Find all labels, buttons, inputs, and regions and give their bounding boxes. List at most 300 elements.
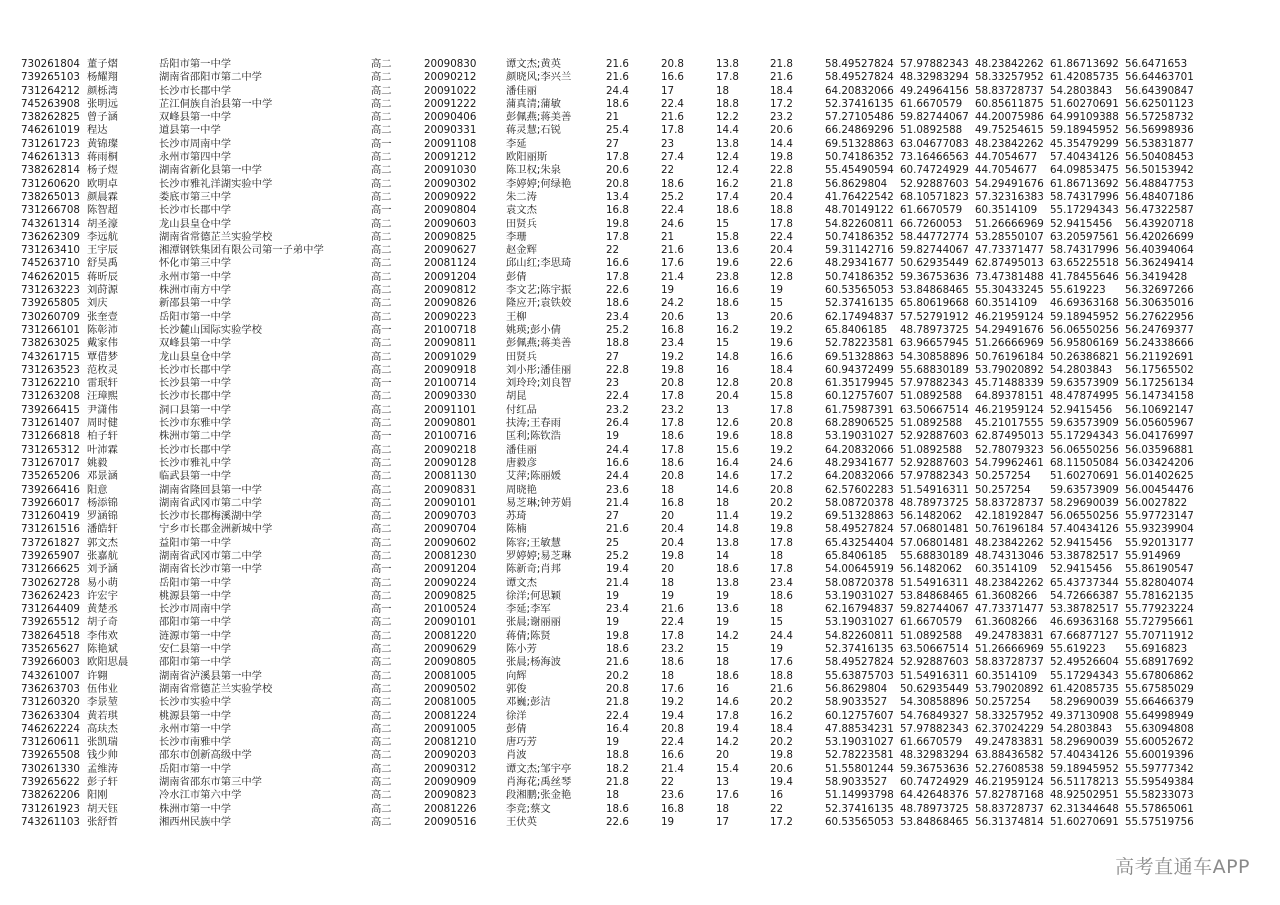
- total-score-cell: 56.62501123: [1125, 97, 1194, 110]
- score-2-cell: 22: [661, 776, 675, 789]
- score-4-cell: 14.4: [770, 137, 793, 150]
- std-score-3-cell: 44.7054677: [975, 164, 1038, 177]
- score-3-cell: 13: [716, 403, 730, 416]
- std-score-4-cell: 45.35479299: [1050, 137, 1119, 150]
- score-3-cell: 15: [716, 643, 730, 656]
- score-4-cell: 18.4: [770, 84, 793, 97]
- grade-cell: 高一: [371, 377, 392, 390]
- grade-cell: 高二: [371, 549, 392, 562]
- exam-id-cell: 736263304: [21, 709, 80, 722]
- table-row: [21, 71, 1200, 84]
- score-1-cell: 19: [606, 430, 620, 443]
- score-4-cell: 21.6: [770, 682, 793, 695]
- exam-id-cell: 731261723: [21, 137, 80, 150]
- total-score-cell: 56.56998936: [1125, 124, 1194, 137]
- school-cell: 湖南省泸溪县第一中学: [159, 669, 262, 682]
- std-score-2-cell: 48.32983294: [900, 71, 969, 84]
- teacher-cell: 唐毅彦: [506, 456, 537, 469]
- std-score-4-cell: 52.9415456: [1050, 563, 1113, 576]
- std-score-3-cell: 46.21959124: [975, 776, 1044, 789]
- total-score-cell: 56.50408453: [1125, 151, 1194, 164]
- std-score-2-cell: 48.32983294: [900, 749, 969, 762]
- birth-date-cell: 20081210: [424, 736, 477, 749]
- std-score-1-cell: 58.49527824: [825, 71, 894, 84]
- student-name-cell: 蒋昕辰: [87, 270, 118, 283]
- score-2-cell: 19: [661, 589, 675, 602]
- score-2-cell: 20: [661, 563, 675, 576]
- std-score-2-cell: 65.80619668: [900, 297, 969, 310]
- std-score-4-cell: 59.18945952: [1050, 124, 1119, 137]
- school-cell: 长沙市长郡中学: [159, 390, 232, 403]
- grade-cell: 高二: [371, 762, 392, 775]
- birth-date-cell: 20090629: [424, 643, 477, 656]
- student-name-cell: 欧明卓: [87, 177, 118, 190]
- score-1-cell: 13.4: [606, 190, 629, 203]
- std-score-3-cell: 48.74313046: [975, 549, 1044, 562]
- exam-id-cell: 731263208: [21, 390, 80, 403]
- total-score-cell: 55.59777342: [1125, 762, 1194, 775]
- grade-cell: 高二: [371, 71, 392, 84]
- exam-id-cell: 743261007: [21, 669, 80, 682]
- birth-date-cell: 20090823: [424, 789, 477, 802]
- birth-date-cell: 20090223: [424, 310, 477, 323]
- score-2-cell: 21.6: [661, 603, 684, 616]
- score-2-cell: 21.6: [661, 111, 684, 124]
- table-row: [21, 577, 1200, 590]
- score-1-cell: 18.6: [606, 97, 629, 110]
- score-3-cell: 14.8: [716, 523, 739, 536]
- student-name-cell: 蒋雨桐: [87, 151, 118, 164]
- birth-date-cell: 20100718: [424, 323, 477, 336]
- score-4-cell: 19.8: [770, 523, 793, 536]
- score-3-cell: 12.4: [716, 164, 739, 177]
- score-4-cell: 17.6: [770, 656, 793, 669]
- student-name-cell: 黄楚丞: [87, 603, 118, 616]
- birth-date-cell: 20091212: [424, 151, 477, 164]
- score-2-cell: 22: [661, 164, 675, 177]
- table-row: [21, 111, 1200, 124]
- school-cell: 安仁县第一中学: [159, 643, 232, 656]
- teacher-cell: 徐洋;何思颖: [506, 589, 561, 602]
- std-score-1-cell: 61.75987391: [825, 403, 894, 416]
- std-score-1-cell: 64.20832066: [825, 84, 894, 97]
- table-row: [21, 550, 1200, 563]
- score-3-cell: 14.4: [716, 124, 739, 137]
- std-score-3-cell: 46.21959124: [975, 403, 1044, 416]
- grade-cell: 高二: [371, 802, 392, 815]
- score-4-cell: 19.4: [770, 776, 793, 789]
- total-score-cell: 55.97723147: [1125, 510, 1194, 523]
- grade-cell: 高二: [371, 789, 392, 802]
- school-cell: 湖南省新化县第一中学: [159, 164, 262, 177]
- score-3-cell: 18.6: [716, 669, 739, 682]
- exam-id-cell: 746262015: [21, 270, 80, 283]
- score-2-cell: 21: [661, 230, 675, 243]
- score-4-cell: 20.2: [770, 496, 793, 509]
- school-cell: 永州市第一中学: [159, 270, 232, 283]
- exam-id-cell: 731266625: [21, 563, 80, 576]
- std-score-1-cell: 52.78223581: [825, 749, 894, 762]
- std-score-4-cell: 52.9415456: [1050, 217, 1113, 230]
- grade-cell: 高二: [371, 669, 392, 682]
- score-4-cell: 21.8: [770, 58, 793, 70]
- exam-id-cell: 731263223: [21, 284, 80, 297]
- score-3-cell: 18.6: [716, 297, 739, 310]
- std-score-2-cell: 53.84868465: [900, 284, 969, 297]
- teacher-cell: 李竞;蔡文: [506, 802, 551, 815]
- std-score-2-cell: 49.24964156: [900, 84, 969, 97]
- student-name-cell: 杨子煜: [87, 164, 118, 177]
- teacher-cell: 田贤兵: [506, 350, 537, 363]
- birth-date-cell: 20090406: [424, 111, 477, 124]
- grade-cell: 高二: [371, 244, 392, 257]
- teacher-cell: 李延: [506, 137, 527, 150]
- score-3-cell: 18.8: [716, 97, 739, 110]
- std-score-1-cell: 50.74186352: [825, 151, 894, 164]
- score-3-cell: 16.6: [716, 284, 739, 297]
- teacher-cell: 郭俊: [506, 682, 527, 695]
- std-score-1-cell: 52.37416135: [825, 97, 894, 110]
- std-score-2-cell: 59.82744067: [900, 603, 969, 616]
- std-score-1-cell: 61.35179945: [825, 377, 894, 390]
- teacher-cell: 李婷婷;何绿艳: [506, 177, 572, 190]
- score-2-cell: 25.2: [661, 190, 684, 203]
- std-score-2-cell: 63.96657945: [900, 337, 969, 350]
- student-name-cell: 杨耀翔: [87, 71, 118, 84]
- std-score-3-cell: 56.31374814: [975, 815, 1044, 828]
- school-cell: 双峰县第一中学: [159, 337, 232, 350]
- student-name-cell: 张凯瑞: [87, 736, 118, 749]
- std-score-4-cell: 48.47874995: [1050, 390, 1119, 403]
- std-score-4-cell: 63.20597561: [1050, 230, 1119, 243]
- student-name-cell: 曾子涵: [87, 111, 118, 124]
- score-2-cell: 20.4: [661, 523, 684, 536]
- score-2-cell: 18.6: [661, 656, 684, 669]
- score-1-cell: 17.8: [606, 270, 629, 283]
- std-score-4-cell: 63.65225518: [1050, 257, 1119, 270]
- grade-cell: 高二: [371, 177, 392, 190]
- school-cell: 湖南省常德芷兰实验学校: [159, 682, 273, 695]
- score-1-cell: 21.6: [606, 656, 629, 669]
- school-cell: 宁乡市长郡金洲新城中学: [159, 523, 273, 536]
- exam-id-cell: 745263710: [21, 257, 80, 270]
- teacher-cell: 蒲真清;蒲敏: [506, 97, 561, 110]
- birth-date-cell: 20091204: [424, 270, 477, 283]
- std-score-1-cell: 58.9033527: [825, 776, 888, 789]
- student-name-cell: 胡天钰: [87, 802, 118, 815]
- table-row: [21, 151, 1200, 164]
- student-name-cell: 张嘉航: [87, 549, 118, 562]
- std-score-2-cell: 48.78973725: [900, 496, 969, 509]
- table-row: [21, 457, 1200, 470]
- std-score-3-cell: 58.33257952: [975, 709, 1044, 722]
- std-score-2-cell: 73.16466563: [900, 151, 969, 164]
- grade-cell: 高二: [371, 363, 392, 376]
- std-score-4-cell: 49.37130908: [1050, 709, 1119, 722]
- std-score-3-cell: 46.21959124: [975, 310, 1044, 323]
- exam-id-cell: 731264409: [21, 603, 80, 616]
- school-cell: 湖南省隆回县第一中学: [159, 483, 262, 496]
- grade-cell: 高一: [371, 430, 392, 443]
- grade-cell: 高二: [371, 776, 392, 789]
- birth-date-cell: 20081226: [424, 802, 477, 815]
- grade-cell: 高二: [371, 111, 392, 124]
- std-score-4-cell: 53.38782517: [1050, 603, 1119, 616]
- student-name-cell: 罗涵锦: [87, 510, 118, 523]
- table-row: [21, 470, 1200, 483]
- score-2-cell: 17.6: [661, 257, 684, 270]
- table-row: [21, 377, 1200, 390]
- score-1-cell: 24.4: [606, 470, 629, 483]
- std-score-1-cell: 60.94372499: [825, 363, 894, 376]
- score-3-cell: 14.6: [716, 696, 739, 709]
- score-4-cell: 16: [770, 789, 784, 802]
- std-score-3-cell: 49.75254615: [975, 124, 1044, 137]
- table-row: [21, 603, 1200, 616]
- student-name-cell: 覃借梦: [87, 350, 118, 363]
- std-score-3-cell: 54.79962461: [975, 456, 1044, 469]
- score-4-cell: 21.8: [770, 177, 793, 190]
- birth-date-cell: 20090826: [424, 297, 477, 310]
- table-row: [21, 789, 1200, 802]
- score-1-cell: 21.8: [606, 776, 629, 789]
- std-score-2-cell: 66.7260053: [900, 217, 963, 230]
- score-1-cell: 18.6: [606, 802, 629, 815]
- score-1-cell: 23.4: [606, 603, 629, 616]
- teacher-cell: 李文艺;陈宇振: [506, 284, 572, 297]
- exam-id-cell: 735265206: [21, 470, 80, 483]
- student-name-cell: 李伟欢: [87, 629, 118, 642]
- grade-cell: 高二: [371, 164, 392, 177]
- score-4-cell: 22.8: [770, 164, 793, 177]
- std-score-4-cell: 54.2803843: [1050, 84, 1113, 97]
- school-cell: 长沙市周南中学: [159, 137, 232, 150]
- grade-cell: 高二: [371, 350, 392, 363]
- score-2-cell: 20: [661, 510, 675, 523]
- std-score-2-cell: 59.36753636: [900, 270, 969, 283]
- std-score-1-cell: 48.70149122: [825, 204, 894, 217]
- teacher-cell: 谭文杰: [506, 576, 537, 589]
- std-score-4-cell: 59.63573909: [1050, 377, 1119, 390]
- score-2-cell: 19.2: [661, 696, 684, 709]
- school-cell: 龙山县皇仓中学: [159, 217, 232, 230]
- score-4-cell: 17.2: [770, 815, 793, 828]
- total-score-cell: 56.01402625: [1125, 470, 1194, 483]
- grade-cell: 高二: [371, 190, 392, 203]
- grade-cell: 高二: [371, 589, 392, 602]
- grade-cell: 高二: [371, 576, 392, 589]
- score-3-cell: 16: [716, 682, 730, 695]
- std-score-2-cell: 51.0892588: [900, 390, 963, 403]
- score-1-cell: 21.4: [606, 576, 629, 589]
- birth-date-cell: 20090831: [424, 483, 477, 496]
- std-score-3-cell: 60.3514109: [975, 297, 1038, 310]
- score-2-cell: 18.6: [661, 456, 684, 469]
- exam-id-cell: 743261715: [21, 350, 80, 363]
- score-1-cell: 20.2: [606, 669, 629, 682]
- score-3-cell: 18.6: [716, 204, 739, 217]
- score-1-cell: 22: [606, 244, 620, 257]
- table-row: [21, 816, 1200, 829]
- score-2-cell: 18: [661, 669, 675, 682]
- birth-date-cell: 20090330: [424, 390, 477, 403]
- score-4-cell: 17.8: [770, 217, 793, 230]
- birth-date-cell: 20090302: [424, 177, 477, 190]
- exam-id-cell: 739266017: [21, 496, 80, 509]
- grade-cell: 高二: [371, 470, 392, 483]
- school-cell: 长沙市长郡梅溪湖中学: [159, 510, 262, 523]
- birth-date-cell: 20090128: [424, 456, 477, 469]
- school-cell: 株洲市南方中学: [159, 284, 232, 297]
- score-4-cell: 20.8: [770, 483, 793, 496]
- school-cell: 湖南省武冈市第二中学: [159, 496, 262, 509]
- teacher-cell: 蒋倩;陈贤: [506, 629, 551, 642]
- score-3-cell: 14.2: [716, 629, 739, 642]
- std-score-3-cell: 61.3608266: [975, 616, 1038, 629]
- score-1-cell: 24.4: [606, 84, 629, 97]
- score-4-cell: 24.6: [770, 456, 793, 469]
- total-score-cell: 55.70711912: [1125, 629, 1194, 642]
- score-1-cell: 19.8: [606, 629, 629, 642]
- score-2-cell: 22.4: [661, 736, 684, 749]
- std-score-1-cell: 58.49527824: [825, 58, 894, 70]
- student-name-cell: 雷珉轩: [87, 377, 118, 390]
- total-score-cell: 55.72795661: [1125, 616, 1194, 629]
- grade-cell: 高二: [371, 284, 392, 297]
- student-name-cell: 潘皓轩: [87, 523, 118, 536]
- school-cell: 邵阳市第一中学: [159, 616, 232, 629]
- school-cell: 湘潭钢铁集团有限公司第一子弟中学: [159, 244, 324, 257]
- grade-cell: 高二: [371, 815, 392, 828]
- score-1-cell: 22.6: [606, 284, 629, 297]
- teacher-cell: 段湘鹏;张金艳: [506, 789, 572, 802]
- table-row: [21, 736, 1200, 749]
- score-3-cell: 15.8: [716, 230, 739, 243]
- exam-id-cell: 745263908: [21, 97, 80, 110]
- std-score-4-cell: 48.92502951: [1050, 789, 1119, 802]
- score-3-cell: 16: [716, 363, 730, 376]
- table-row: [21, 297, 1200, 310]
- grade-cell: 高二: [371, 297, 392, 310]
- table-row: [21, 284, 1200, 297]
- table-row: [21, 58, 1200, 71]
- score-3-cell: 19: [716, 616, 730, 629]
- score-3-cell: 17.8: [716, 709, 739, 722]
- total-score-cell: 55.57865061: [1125, 802, 1194, 815]
- std-score-4-cell: 58.74317996: [1050, 190, 1119, 203]
- total-score-cell: 56.17565502: [1125, 363, 1194, 376]
- score-2-cell: 17.6: [661, 682, 684, 695]
- score-2-cell: 19: [661, 815, 675, 828]
- school-cell: 长沙市周南中学: [159, 603, 232, 616]
- score-3-cell: 23.8: [716, 270, 739, 283]
- birth-date-cell: 20091029: [424, 350, 477, 363]
- grade-cell: 高二: [371, 217, 392, 230]
- score-2-cell: 17.8: [661, 443, 684, 456]
- std-score-3-cell: 58.83728737: [975, 84, 1044, 97]
- teacher-cell: 陈楠: [506, 523, 527, 536]
- score-2-cell: 24.2: [661, 297, 684, 310]
- score-4-cell: 17.2: [770, 97, 793, 110]
- score-3-cell: 14.6: [716, 483, 739, 496]
- std-score-2-cell: 55.68830189: [900, 363, 969, 376]
- birth-date-cell: 20090101: [424, 496, 477, 509]
- score-3-cell: 19.6: [716, 430, 739, 443]
- std-score-1-cell: 69.51328863: [825, 350, 894, 363]
- student-name-cell: 颜晨霖: [87, 190, 118, 203]
- std-score-1-cell: 55.63875703: [825, 669, 894, 682]
- std-score-3-cell: 44.20075986: [975, 111, 1044, 124]
- score-4-cell: 15.8: [770, 390, 793, 403]
- std-score-3-cell: 45.71488339: [975, 377, 1044, 390]
- std-score-2-cell: 64.42648376: [900, 789, 969, 802]
- score-4-cell: 18.8: [770, 669, 793, 682]
- exam-id-cell: 738262814: [21, 164, 80, 177]
- teacher-cell: 付红品: [506, 403, 537, 416]
- teacher-cell: 周晓艳: [506, 483, 537, 496]
- teacher-cell: 谭文杰;邹宇亭: [506, 762, 572, 775]
- std-score-4-cell: 59.18945952: [1050, 762, 1119, 775]
- std-score-2-cell: 59.36753636: [900, 762, 969, 775]
- exam-id-cell: 739265907: [21, 549, 80, 562]
- std-score-4-cell: 41.78455646: [1050, 270, 1119, 283]
- score-3-cell: 13.8: [716, 58, 739, 70]
- std-score-3-cell: 51.26666969: [975, 643, 1044, 656]
- std-score-3-cell: 54.29491676: [975, 323, 1044, 336]
- school-cell: 长沙麓山国际实验学校: [159, 323, 262, 336]
- score-2-cell: 21.4: [661, 762, 684, 775]
- total-score-cell: 55.86190547: [1125, 563, 1194, 576]
- total-score-cell: 56.17256134: [1125, 377, 1194, 390]
- std-score-3-cell: 62.37024229: [975, 722, 1044, 735]
- student-name-cell: 汪璋熙: [87, 390, 118, 403]
- student-name-cell: 张舒哲: [87, 815, 118, 828]
- grade-cell: 高二: [371, 656, 392, 669]
- total-score-cell: 55.58233073: [1125, 789, 1194, 802]
- std-score-2-cell: 61.6670579: [900, 204, 963, 217]
- score-1-cell: 17.8: [606, 151, 629, 164]
- std-score-4-cell: 57.40434126: [1050, 749, 1119, 762]
- teacher-cell: 扶涛;王春雨: [506, 417, 561, 430]
- table-row: [21, 231, 1200, 244]
- std-score-1-cell: 52.37416135: [825, 297, 894, 310]
- school-cell: 长沙市长郡中学: [159, 204, 232, 217]
- std-score-1-cell: 62.16794837: [825, 603, 894, 616]
- std-score-2-cell: 53.84868465: [900, 589, 969, 602]
- grade-cell: 高二: [371, 257, 392, 270]
- school-cell: 长沙市南雅中学: [159, 736, 232, 749]
- std-score-2-cell: 59.82744067: [900, 244, 969, 257]
- score-4-cell: 12.8: [770, 270, 793, 283]
- exam-id-cell: 739265622: [21, 776, 80, 789]
- score-2-cell: 20.4: [661, 536, 684, 549]
- std-score-4-cell: 56.06550256: [1050, 510, 1119, 523]
- score-3-cell: 20.4: [716, 390, 739, 403]
- table-row: [21, 271, 1200, 284]
- std-score-3-cell: 55.30433245: [975, 284, 1044, 297]
- std-score-2-cell: 60.74724929: [900, 776, 969, 789]
- score-2-cell: 19.2: [661, 350, 684, 363]
- std-score-1-cell: 48.29341677: [825, 257, 894, 270]
- total-score-cell: 55.68917692: [1125, 656, 1194, 669]
- std-score-1-cell: 53.19031027: [825, 736, 894, 749]
- score-4-cell: 20.8: [770, 377, 793, 390]
- score-4-cell: 24.4: [770, 629, 793, 642]
- teacher-cell: 邱山红;李思琦: [506, 257, 572, 270]
- school-cell: 芷江侗族自治县第一中学: [159, 97, 273, 110]
- birth-date-cell: 20090830: [424, 58, 477, 70]
- std-score-3-cell: 62.87495013: [975, 257, 1044, 270]
